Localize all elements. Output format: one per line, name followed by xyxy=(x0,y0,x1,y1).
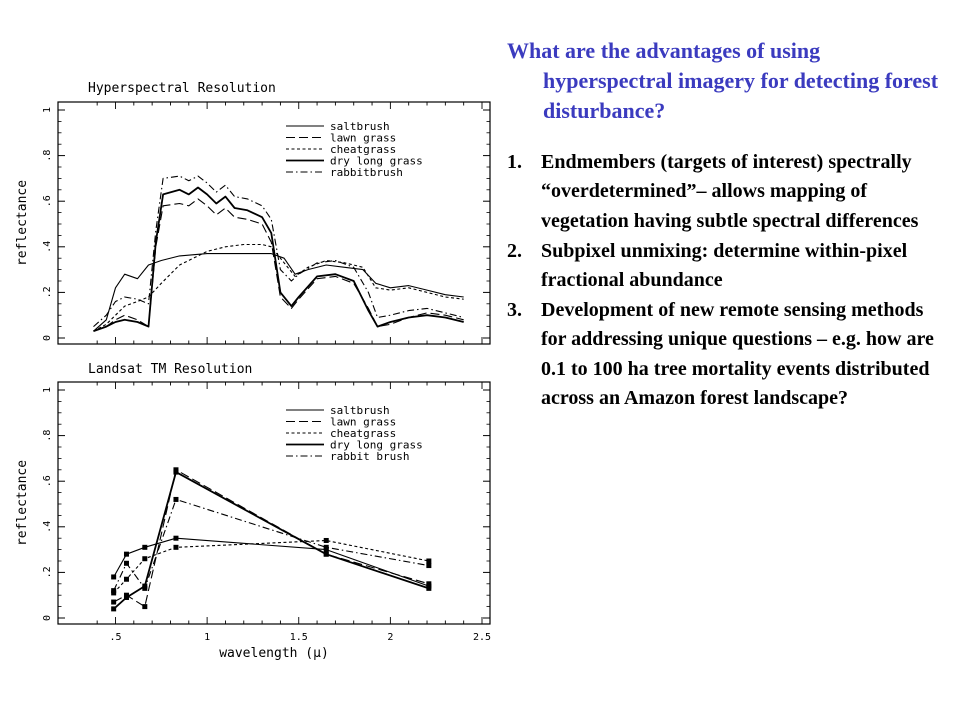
point-text: Endmembers (targets of interest) spectrally “overdetermined”– allows mapping of vegetation having subtle spectral differences xyxy=(541,150,919,232)
legend-label: cheatgrass xyxy=(330,427,397,440)
chart-title: Landsat TM Resolution xyxy=(88,362,253,377)
y-tick-label: .2 xyxy=(42,286,53,299)
legend-label: saltbrush xyxy=(330,404,390,417)
data-point xyxy=(324,538,329,543)
data-point xyxy=(111,606,116,611)
y-tick-label: 0 xyxy=(42,614,53,622)
data-point xyxy=(111,588,116,593)
legend-label: cheatgrass xyxy=(330,143,397,156)
data-point xyxy=(124,552,129,557)
y-tick-label: .8 xyxy=(42,149,53,162)
legend-label: lawn grass xyxy=(330,415,397,429)
series-line xyxy=(114,538,429,586)
data-point xyxy=(142,586,147,591)
data-point xyxy=(142,556,147,561)
text-panel xyxy=(507,36,947,414)
y-tick-label: .8 xyxy=(42,429,53,442)
slide-question: What are the advantages of using hyperspectral imagery for detecting forest disturbance? xyxy=(507,38,939,123)
data-point xyxy=(124,561,129,566)
data-point xyxy=(324,545,329,550)
x-tick-label: .5 xyxy=(109,632,122,643)
charts-area xyxy=(0,60,500,680)
y-tick-label: .6 xyxy=(42,475,53,488)
data-point xyxy=(173,470,178,475)
y-tick-label: .4 xyxy=(42,240,53,253)
data-point xyxy=(173,536,178,541)
series-line xyxy=(114,472,429,609)
point-item-3 xyxy=(507,296,947,414)
data-point xyxy=(142,604,147,609)
legend-label: saltbrush xyxy=(330,120,390,133)
x-tick-label: 2 xyxy=(387,632,394,643)
point-number: 3. xyxy=(507,298,522,321)
data-point xyxy=(426,563,431,568)
y-tick-label: 1 xyxy=(42,106,53,114)
x-tick-label: 1 xyxy=(204,632,211,643)
plot-frame xyxy=(58,102,490,344)
series-line xyxy=(114,470,429,607)
y-tick-label: .4 xyxy=(42,520,53,533)
data-point xyxy=(173,545,178,550)
y-tick-label: .2 xyxy=(42,566,53,579)
data-point xyxy=(426,586,431,591)
data-point xyxy=(173,497,178,502)
series-line xyxy=(114,541,429,593)
data-point xyxy=(142,545,147,550)
y-tick-label: 0 xyxy=(42,334,53,342)
legend-label: dry long grass xyxy=(330,154,423,168)
point-text: Development of new remote sensing methods for addressing unique questions – e.g. how are 0.1 to 100 ha tree mortality events distributed across an Amazon forest landscape? xyxy=(541,298,934,410)
legend-label: lawn grass xyxy=(330,131,397,145)
data-point xyxy=(124,595,129,600)
data-point xyxy=(111,574,116,579)
point-number: 2. xyxy=(507,239,522,262)
data-point xyxy=(426,559,431,564)
x-tick-label: 2.5 xyxy=(472,632,492,643)
legend-label: dry long grass xyxy=(330,438,423,452)
point-item-1 xyxy=(507,148,947,237)
x-axis-label: wavelength (μ) xyxy=(219,646,329,661)
legend-label: rabbit brush xyxy=(330,450,410,463)
y-tick-label: .6 xyxy=(42,195,53,208)
series-line xyxy=(94,176,464,327)
data-point xyxy=(111,600,116,605)
chart-title: Hyperspectral Resolution xyxy=(88,81,276,96)
spectra-charts xyxy=(0,60,500,680)
data-point xyxy=(124,577,129,582)
point-text: Subpixel unmixing: determine within-pixel fractional abundance xyxy=(541,239,908,292)
points-list xyxy=(507,148,947,414)
x-tick-label: 1.5 xyxy=(289,632,308,643)
y-axis-label: reflectance xyxy=(15,179,30,267)
data-point xyxy=(426,581,431,586)
data-point xyxy=(324,552,329,557)
y-tick-label: 1 xyxy=(42,386,53,394)
legend-label: rabbitbrush xyxy=(330,166,403,179)
point-item-2 xyxy=(507,237,947,296)
point-number: 1. xyxy=(507,150,522,173)
y-axis-label: reflectance xyxy=(15,459,30,547)
